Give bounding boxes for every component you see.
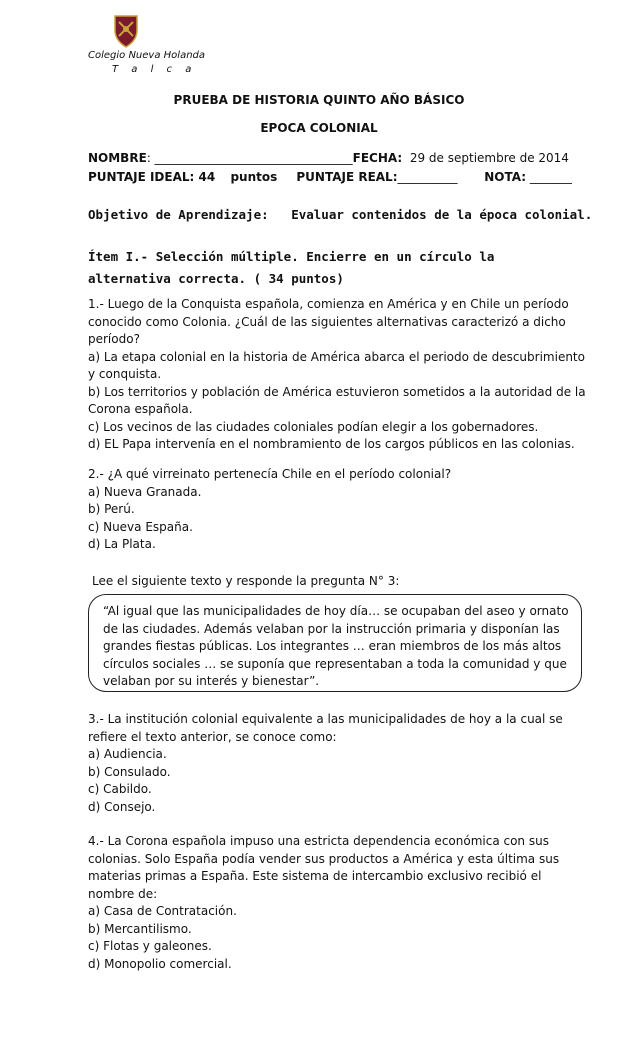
option-c[interactable]: c) Cabildo. [88,782,152,796]
option-a[interactable]: a) Casa de Contratación. [88,904,237,918]
fecha-value: 29 de septiembre de 2014 [409,151,569,165]
option-c[interactable]: c) Los vecinos de las ciudades coloniales podían elegir a los gobernadores. [88,419,539,434]
option-b[interactable]: b) Consulado. [88,764,171,779]
objective-label: Objetivo de Aprendizaje: [88,207,269,222]
score-row [88,170,572,184]
question-prompt: 1.- Luego de la Conquista española, comienza en América y en Chile un período conocido como Colonia. ¿Cuál de las siguientes alternativas caracterizó a dicho período? [88,297,569,346]
puntos-label: puntos [230,170,278,184]
reading-quote-box: “Al igual que las municipalidades de hoy día… se ocupaban del aseo y ornato de las ciudades. Además velaban por la instrucción primaria y disponían las grandes fiestas públicas. Los integrantes … eran miembros de los más altos círculos sociales … se suponía que representaban a toda la comunidad y que velaban por su interés y bienestar”. [88,594,582,692]
nota-line[interactable]: _______ [526,170,572,184]
question-2 [88,466,588,554]
puntaje-ideal-label: PUNTAJE IDEAL: 44 [88,170,216,184]
exam-title: PRUEBA DE HISTORIA QUINTO AÑO BÁSICO [173,93,465,107]
item-title: Ítem I.- Selección múltiple. Encierre en un círculo la alternativa correcta. ( 34 puntos) [88,249,495,286]
puntaje-real-line[interactable]: __________ [397,170,458,184]
option-c[interactable]: c) Nueva España. [88,519,193,534]
question-prompt: 4.- La Corona española impuso una estricta dependencia económica con sus colonias. Solo España podía vender sus productos a América y esta última sus materias primas a España. Este sistema de intercambio exclusivo recibió el nombre de: [88,834,560,901]
name-date-row [88,151,569,165]
learning-objective [88,207,592,222]
question-1 [88,296,588,454]
question-prompt: 2.- ¿A qué virreinato pertenecía Chile en el período colonial? [88,467,452,481]
option-a[interactable]: a) La etapa colonial en la historia de América abarca el periodo de descubrimiento y conquista. [88,349,585,381]
puntaje-real-label: PUNTAJE REAL: [296,170,398,184]
exam-subtitle: EPOCA COLONIAL [260,121,378,135]
option-d[interactable]: d) EL Papa intervenía en el nombramiento de los cargos públicos en las colonias. [88,437,575,451]
question-3 [88,711,588,816]
option-d[interactable]: d) La Plata. [88,537,156,551]
nombre-line[interactable]: : _________________________________ [146,151,353,165]
option-b[interactable]: b) Perú. [88,502,135,516]
reading-instruction: Lee el siguiente texto y responde la pregunta N° 3: [92,574,400,588]
option-b[interactable]: b) Mercantilismo. [88,921,192,936]
nota-label: NOTA: [484,170,527,184]
school-crest-logo [113,14,139,48]
option-d[interactable]: d) Monopolio comercial. [88,956,232,971]
question-prompt: 3.- La institución colonial equivalente a las municipalidades de hoy a la cual se refiere el texto anterior, se conoce como: [88,712,563,744]
option-b[interactable]: b) Los territorios y población de América estuvieron sometidos a la autoridad de la Corona española. [88,384,586,416]
question-4 [88,833,588,973]
option-c[interactable]: c) Flotas y galeones. [88,939,212,953]
option-a[interactable]: a) Audiencia. [88,747,167,761]
school-name: Colegio Nueva Holanda [88,50,206,61]
option-a[interactable]: a) Nueva Granada. [88,484,202,499]
objective-text: Evaluar contenidos de la época colonial. [291,207,593,222]
school-city: T a l c a [112,64,197,75]
fecha-label: FECHA: [352,151,403,165]
option-d[interactable]: d) Consejo. [88,799,156,814]
nombre-label: NOMBRE [88,151,147,165]
